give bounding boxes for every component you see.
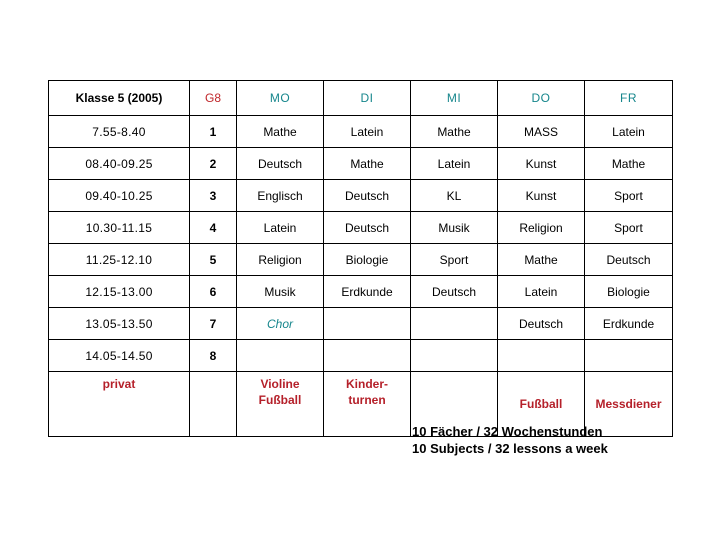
subject-cell: Kunst [498, 148, 585, 180]
subject-cell: Erdkunde [324, 276, 411, 308]
private-thursday: Fußball [498, 372, 585, 437]
subject-cell [585, 340, 673, 372]
summary-line-english: 10 Subjects / 32 lessons a week [412, 441, 608, 456]
subject-cell: Deutsch [585, 244, 673, 276]
time-cell: 10.30-11.15 [49, 212, 190, 244]
empty-cell [190, 372, 237, 437]
subject-cell: Religion [498, 212, 585, 244]
private-tuesday-line-2: turnen [348, 393, 386, 407]
subject-cell: Deutsch [498, 308, 585, 340]
time-cell: 11.25-12.10 [49, 244, 190, 276]
table-row [49, 308, 673, 340]
time-cell: 09.40-10.25 [49, 180, 190, 212]
period-number: 3 [190, 180, 237, 212]
time-cell: 13.05-13.50 [49, 308, 190, 340]
day-tuesday: DI [324, 81, 411, 116]
subject-cell: Chor [237, 308, 324, 340]
private-label: privat [49, 372, 190, 437]
table-row [49, 116, 673, 148]
subject-cell [324, 308, 411, 340]
subject-cell: Erdkunde [585, 308, 673, 340]
private-monday-line-1: Violine [260, 377, 300, 391]
subject-cell: Biologie [324, 244, 411, 276]
time-cell: 14.05-14.50 [49, 340, 190, 372]
class-label: Klasse 5 (2005) [49, 81, 190, 116]
subject-cell: Musik [237, 276, 324, 308]
subject-cell: Mathe [324, 148, 411, 180]
subject-cell: Deutsch [324, 212, 411, 244]
subject-cell: Biologie [585, 276, 673, 308]
subject-cell: Mathe [237, 116, 324, 148]
subject-cell [498, 340, 585, 372]
private-tuesday-line-1: Kinder- [346, 377, 388, 391]
subject-cell: Deutsch [324, 180, 411, 212]
subject-cell: Deutsch [411, 276, 498, 308]
summary-line-german: 10 Fächer / 32 Wochenstunden [412, 424, 603, 439]
subject-cell: Musik [411, 212, 498, 244]
period-number: 6 [190, 276, 237, 308]
period-number: 1 [190, 116, 237, 148]
time-cell: 12.15-13.00 [49, 276, 190, 308]
subject-cell: Mathe [411, 116, 498, 148]
header-row [49, 81, 673, 116]
day-friday: FR [585, 81, 673, 116]
subject-cell [324, 340, 411, 372]
private-tuesday [324, 372, 411, 437]
table-row [49, 276, 673, 308]
period-number: 5 [190, 244, 237, 276]
table-row [49, 148, 673, 180]
g8-label: G8 [190, 81, 237, 116]
subject-cell: Latein [498, 276, 585, 308]
table-row [49, 212, 673, 244]
time-cell: 7.55-8.40 [49, 116, 190, 148]
day-wednesday: MI [411, 81, 498, 116]
subject-cell: Latein [585, 116, 673, 148]
private-friday: Messdiener [585, 372, 673, 437]
subject-cell: Englisch [237, 180, 324, 212]
time-cell: 08.40-09.25 [49, 148, 190, 180]
day-thursday: DO [498, 81, 585, 116]
timetable [48, 80, 673, 437]
subject-cell [411, 308, 498, 340]
table-row [49, 244, 673, 276]
period-number: 8 [190, 340, 237, 372]
subject-cell: Religion [237, 244, 324, 276]
period-number: 7 [190, 308, 237, 340]
day-monday: MO [237, 81, 324, 116]
subject-cell: Sport [585, 212, 673, 244]
subject-cell [237, 340, 324, 372]
subject-cell: MASS [498, 116, 585, 148]
subject-cell: KL [411, 180, 498, 212]
subject-cell: Kunst [498, 180, 585, 212]
private-monday-line-2: Fußball [258, 393, 302, 407]
period-number: 4 [190, 212, 237, 244]
subject-cell: Mathe [498, 244, 585, 276]
subject-cell: Sport [411, 244, 498, 276]
table-row [49, 340, 673, 372]
subject-cell: Latein [324, 116, 411, 148]
summary-footnote [412, 423, 608, 457]
subject-cell: Sport [585, 180, 673, 212]
private-monday [237, 372, 324, 437]
period-number: 2 [190, 148, 237, 180]
table-row [49, 180, 673, 212]
subject-cell: Mathe [585, 148, 673, 180]
subject-cell: Latein [237, 212, 324, 244]
subject-cell: Deutsch [237, 148, 324, 180]
subject-cell: Latein [411, 148, 498, 180]
subject-cell [411, 340, 498, 372]
